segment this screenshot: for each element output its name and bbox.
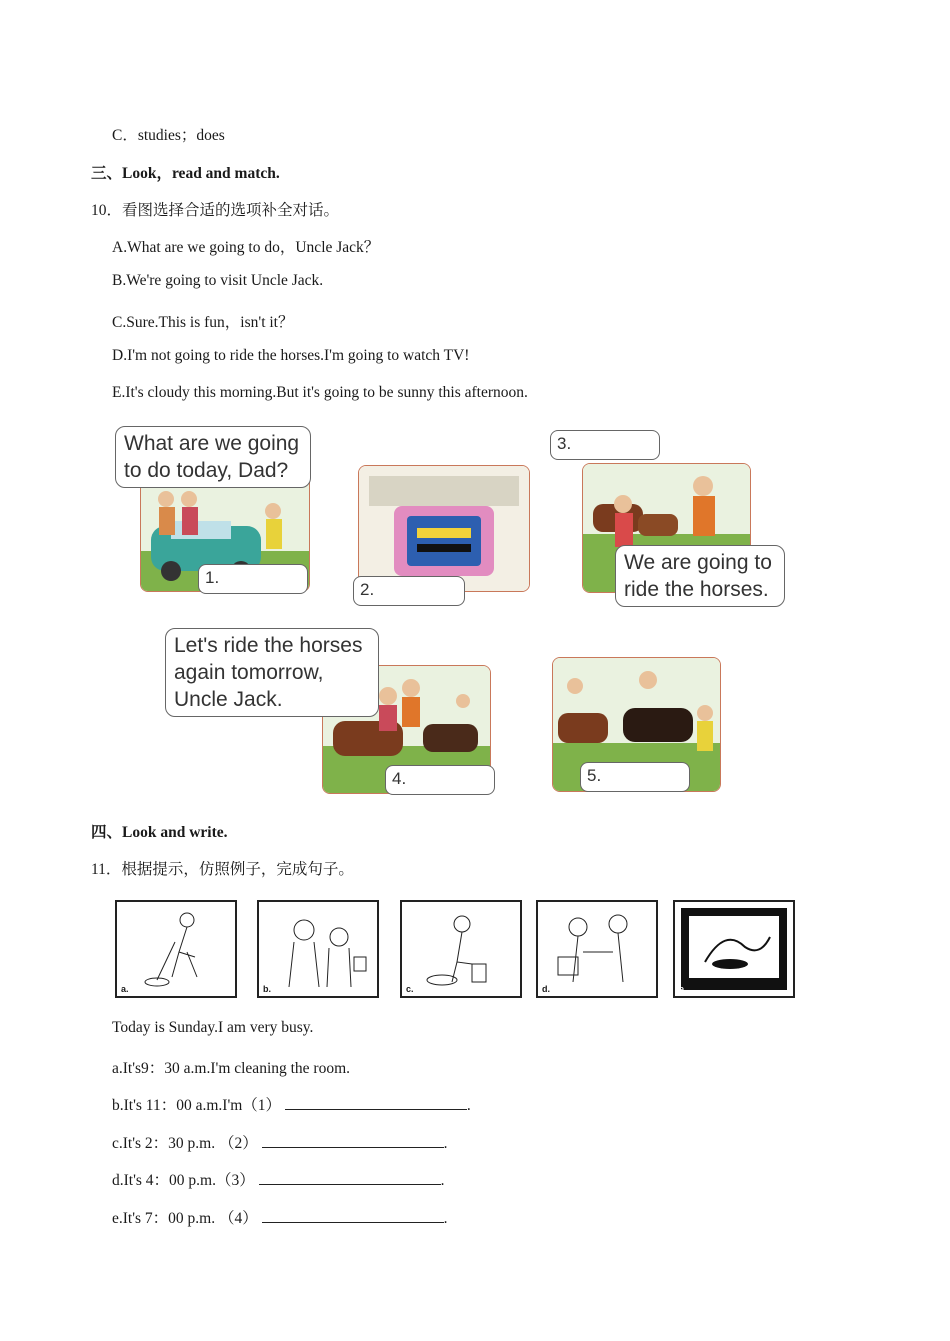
option-e: E.It's cloudy this morning.But it's going to be sunny this afternoon. — [112, 384, 528, 401]
sentence-c-prefix: c.It's 2：30 p.m. （2） — [112, 1135, 258, 1152]
picture-e — [673, 900, 795, 998]
answer-box-5[interactable]: 5. — [580, 762, 690, 792]
picture-c — [400, 900, 522, 998]
picture-a-label: a. — [121, 984, 129, 994]
option-b: B.We're going to visit Uncle Jack. — [112, 272, 324, 289]
option-c: C.Sure.This is fun，isn't it？ — [112, 314, 294, 331]
tv-illustration — [675, 902, 793, 996]
blank-3[interactable] — [259, 1170, 441, 1185]
picture-b-label: b. — [263, 984, 271, 994]
washing-illustration — [402, 902, 520, 996]
picture-a — [115, 900, 237, 998]
section-3-heading: 三、Look，read and match. — [91, 165, 280, 182]
sentence-a: a.It's9：30 a.m.I'm cleaning the room. — [112, 1060, 351, 1077]
question-10-prompt: 10．看图选择合适的选项补全对话。 — [91, 202, 340, 219]
question-11-prompt: 11．根据提示，仿照例子，完成句子。 — [91, 861, 354, 878]
answer-box-3[interactable]: 3. — [550, 430, 660, 460]
car-radio-illustration — [359, 466, 529, 591]
sentence-d — [112, 1168, 444, 1190]
answer-box-2[interactable]: 2. — [353, 576, 465, 606]
sentence-b — [112, 1093, 471, 1115]
speech-bubble-3: We are going to ride the horses. — [615, 545, 785, 607]
cleaning-illustration — [117, 902, 235, 996]
answer-box-4[interactable]: 4. — [385, 765, 495, 795]
option-a: A.What are we going to do，Uncle Jack？ — [112, 239, 380, 256]
sentence-c — [112, 1131, 447, 1153]
picture-c-label: c. — [406, 984, 414, 994]
picture-d — [536, 900, 658, 998]
sentence-e-period: . — [443, 1210, 448, 1227]
option-d: D.I'm not going to ride the horses.I'm going to watch TV! — [112, 347, 470, 364]
comic-panel-2 — [358, 465, 530, 592]
picture-d-label: d. — [542, 984, 550, 994]
blank-4[interactable] — [262, 1208, 444, 1223]
blank-1[interactable] — [285, 1095, 467, 1110]
picture-e-label: e. — [679, 984, 687, 994]
intro-sentence: Today is Sunday.I am very busy. — [112, 1019, 314, 1036]
sentence-e-prefix: e.It's 7：00 p.m. （4） — [112, 1210, 258, 1227]
answer-box-1[interactable]: 1. — [198, 564, 308, 594]
speech-bubble-1: What are we going to do today, Dad? — [115, 426, 311, 488]
section-4-heading: 四、Look and write. — [91, 824, 228, 841]
option-c-line: C．studies；does — [112, 127, 225, 144]
sentence-b-prefix: b.It's 11：00 a.m.I'm（1） — [112, 1097, 282, 1114]
sentence-c-period: . — [443, 1135, 448, 1152]
blank-2[interactable] — [262, 1133, 444, 1148]
picture-b — [257, 900, 379, 998]
sentence-d-prefix: d.It's 4：00 p.m.（3） — [112, 1172, 255, 1189]
speech-bubble-4: Let's ride the horses again tomorrow, Uncle Jack. — [165, 628, 379, 717]
playing-illustration — [538, 902, 656, 996]
sentence-d-period: . — [440, 1172, 445, 1189]
sentence-e — [112, 1206, 447, 1228]
cooking-illustration — [259, 902, 377, 996]
sentence-b-period: . — [466, 1097, 471, 1114]
